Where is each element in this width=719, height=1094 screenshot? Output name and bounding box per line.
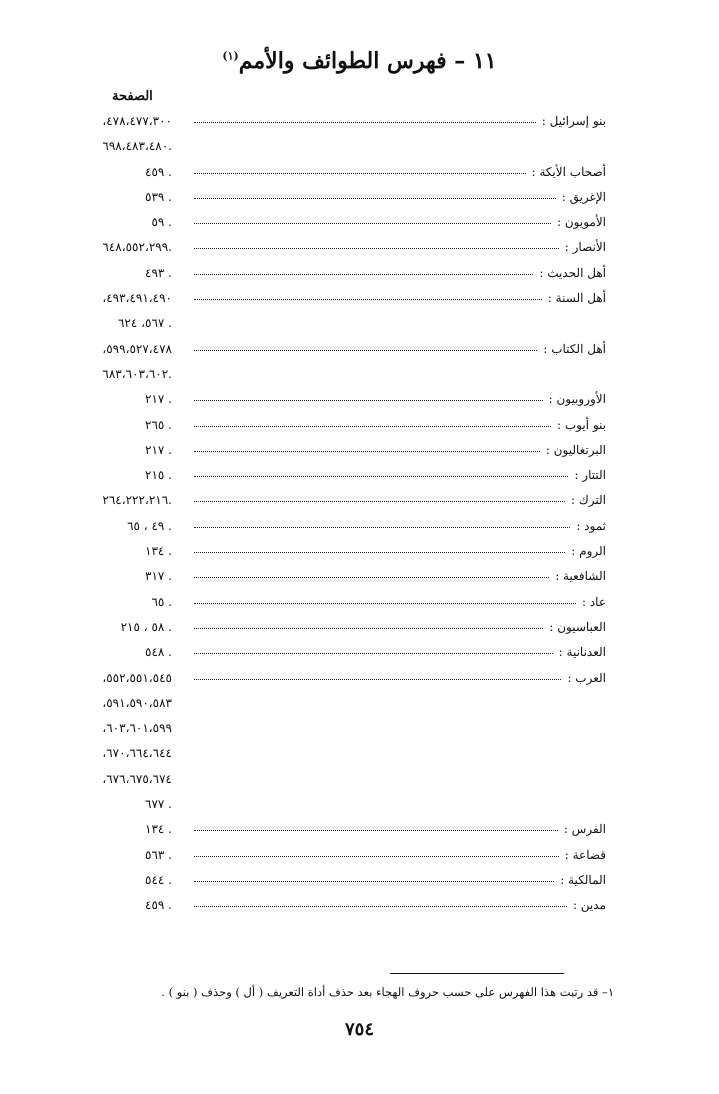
leader-dots bbox=[194, 248, 559, 249]
index-entry bbox=[0, 591, 719, 616]
entry-name: العباسيون : bbox=[549, 619, 606, 634]
entry-pages: ٦٤٨،٥٥٢،٢٩٩. bbox=[102, 240, 172, 255]
entry-name: الشافعية : bbox=[555, 569, 606, 584]
entry-name: الفرس : bbox=[563, 822, 606, 837]
leader-dots bbox=[194, 173, 526, 174]
leader-dots bbox=[194, 527, 570, 528]
entry-name: مدين : bbox=[572, 898, 606, 913]
entry-name: ثمود : bbox=[576, 518, 606, 533]
entry-pages: ،٥٩٩،٥٢٧،٤٧٨ bbox=[102, 341, 172, 356]
entry-pages: ٥٦٧، ٦٢٤ . bbox=[117, 316, 172, 331]
index-list bbox=[0, 110, 719, 920]
entry-name: التتار : bbox=[574, 468, 606, 483]
entry-name: أصحاب الأيكة : bbox=[531, 164, 606, 179]
entry-name: الأوروبيون : bbox=[548, 392, 606, 407]
entry-pages: ١٣٤ . bbox=[145, 822, 172, 837]
index-entry bbox=[0, 641, 719, 666]
index-entry bbox=[0, 236, 719, 261]
entry-name: البرتغاليون : bbox=[545, 442, 606, 457]
entry-name: بنو إسرائيل : bbox=[541, 114, 606, 128]
leader-dots bbox=[194, 830, 558, 831]
leader-dots bbox=[194, 299, 542, 300]
entry-pages: ٥٣٩ . bbox=[145, 189, 172, 204]
entry-pages: ٥٨ ، ٢١٥ . bbox=[120, 619, 172, 634]
entry-name: الأنصار : bbox=[564, 240, 606, 255]
entry-pages: ٢١٥ . bbox=[145, 468, 172, 483]
entry-name: الأمويون : bbox=[556, 215, 606, 230]
index-entry bbox=[0, 667, 719, 692]
entry-name: بنو أيوب : bbox=[556, 417, 606, 432]
entry-pages: ،٤٩٣،٤٩١،٤٩٠ bbox=[102, 291, 172, 306]
index-entry bbox=[0, 489, 719, 514]
entry-pages: ٢١٧ . bbox=[145, 392, 172, 407]
entry-pages: ٦٧٧ . bbox=[145, 797, 172, 812]
index-entry bbox=[0, 338, 719, 363]
leader-dots bbox=[194, 223, 551, 224]
leader-dots bbox=[194, 653, 553, 654]
index-entry bbox=[0, 388, 719, 413]
entry-name: أهل السنة : bbox=[547, 291, 606, 306]
entry-pages: ٥٤٤ . bbox=[145, 872, 172, 887]
title-text: ١١ – فهرس الطوائف والأمم bbox=[238, 48, 497, 74]
entry-pages: ٤٥٩ . bbox=[145, 164, 172, 179]
leader-dots bbox=[194, 628, 543, 629]
leader-dots bbox=[194, 881, 554, 882]
entry-pages: ٥٩ . bbox=[151, 215, 172, 230]
index-entry bbox=[0, 186, 719, 211]
index-entry bbox=[0, 616, 719, 641]
index-entry bbox=[0, 692, 719, 717]
entry-pages: ٣١٧ . bbox=[145, 569, 172, 584]
entry-pages: ٤٩٣ . bbox=[145, 265, 172, 280]
index-entry bbox=[0, 262, 719, 287]
index-entry bbox=[0, 844, 719, 869]
index-entry bbox=[0, 414, 719, 439]
leader-dots bbox=[194, 451, 540, 452]
entry-pages: ،٥٥٢،٥٥١،٥٤٥ bbox=[102, 670, 172, 685]
index-entry bbox=[0, 464, 719, 489]
entry-name: العرب : bbox=[567, 670, 606, 685]
index-entry bbox=[0, 439, 719, 464]
leader-dots bbox=[194, 476, 568, 477]
index-entry bbox=[0, 110, 719, 135]
entry-pages: ،٦٧٦،٦٧٥،٦٧٤ bbox=[102, 771, 172, 786]
index-entry bbox=[0, 312, 719, 337]
index-entry bbox=[0, 869, 719, 894]
entry-pages: ٦٨٣،٦٠٣،٦٠٢. bbox=[102, 366, 172, 381]
index-entry bbox=[0, 161, 719, 186]
leader-dots bbox=[194, 400, 543, 401]
index-entry bbox=[0, 363, 719, 388]
index-entry bbox=[0, 894, 719, 919]
entry-name: العدنانية : bbox=[558, 645, 606, 660]
entry-pages: ٢١٧ . bbox=[145, 442, 172, 457]
entry-pages: ،٦٠٣،٦٠١،٥٩٩ bbox=[102, 721, 172, 736]
index-entry bbox=[0, 287, 719, 312]
leader-dots bbox=[194, 603, 576, 604]
entry-pages: ،٦٧٠،٦٦٤،٦٤٤ bbox=[102, 746, 172, 761]
entry-name: أهل الكتاب : bbox=[543, 341, 606, 356]
page-column-header: الصفحة bbox=[112, 89, 153, 104]
footnote-separator bbox=[390, 973, 564, 974]
entry-name: قضاعة : bbox=[564, 847, 606, 862]
leader-dots bbox=[194, 198, 556, 199]
leader-dots bbox=[194, 552, 565, 553]
index-entry bbox=[0, 515, 719, 540]
index-entry bbox=[0, 717, 719, 742]
entry-name: أهل الحديث : bbox=[539, 265, 606, 280]
entry-pages: ٢٦٤،٢٢٢،٢١٦. bbox=[102, 493, 172, 508]
leader-dots bbox=[194, 679, 561, 680]
entry-pages: ٢٦٥ . bbox=[145, 417, 172, 432]
index-entry bbox=[0, 540, 719, 565]
index-entry bbox=[0, 211, 719, 236]
entry-name: الترك : bbox=[571, 493, 606, 508]
footnote: ١– قد رتبت هذا الفهرس على حسب حروف الهجاء بعد حذف أداة التعريف ( أل ) وحذف ( بنو ) . bbox=[161, 985, 614, 999]
index-entry bbox=[0, 135, 719, 160]
entry-pages: ٥٤٨ . bbox=[145, 645, 172, 660]
entry-name: المالكية : bbox=[560, 872, 606, 887]
entry-pages: ،٤٧٨،٤٧٧،٣٠٠ bbox=[102, 114, 172, 128]
entry-name: عاد : bbox=[581, 594, 606, 609]
leader-dots bbox=[194, 274, 533, 275]
leader-dots bbox=[194, 501, 565, 502]
entry-pages: ١٣٤ . bbox=[145, 544, 172, 559]
entry-pages: ٦٥ . bbox=[151, 594, 172, 609]
index-entry bbox=[0, 768, 719, 793]
leader-dots bbox=[194, 906, 567, 907]
entry-name: الإغريق : bbox=[561, 189, 606, 204]
index-entry bbox=[0, 742, 719, 767]
entry-pages: ٤٩ ، ٦٥ . bbox=[127, 518, 172, 533]
index-entry bbox=[0, 565, 719, 590]
page-title bbox=[0, 48, 719, 74]
leader-dots bbox=[194, 122, 536, 123]
entry-name: الروم : bbox=[571, 544, 606, 559]
entry-pages: ،٥٩١،٥٩٠،٥٨٣ bbox=[102, 695, 172, 710]
leader-dots bbox=[194, 426, 551, 427]
entry-pages: ٦٩٨،٤٨٣،٤٨٠. bbox=[102, 139, 172, 154]
leader-dots bbox=[194, 577, 549, 578]
footnote-marker: (١) bbox=[222, 49, 239, 63]
index-entry bbox=[0, 818, 719, 843]
index-entry bbox=[0, 793, 719, 818]
leader-dots bbox=[194, 856, 559, 857]
entry-pages: ٥٦٣ . bbox=[145, 847, 172, 862]
leader-dots bbox=[194, 350, 537, 351]
entry-pages: ٤٥٩ . bbox=[145, 898, 172, 913]
page-number: ٧٥٤ bbox=[344, 1019, 374, 1040]
